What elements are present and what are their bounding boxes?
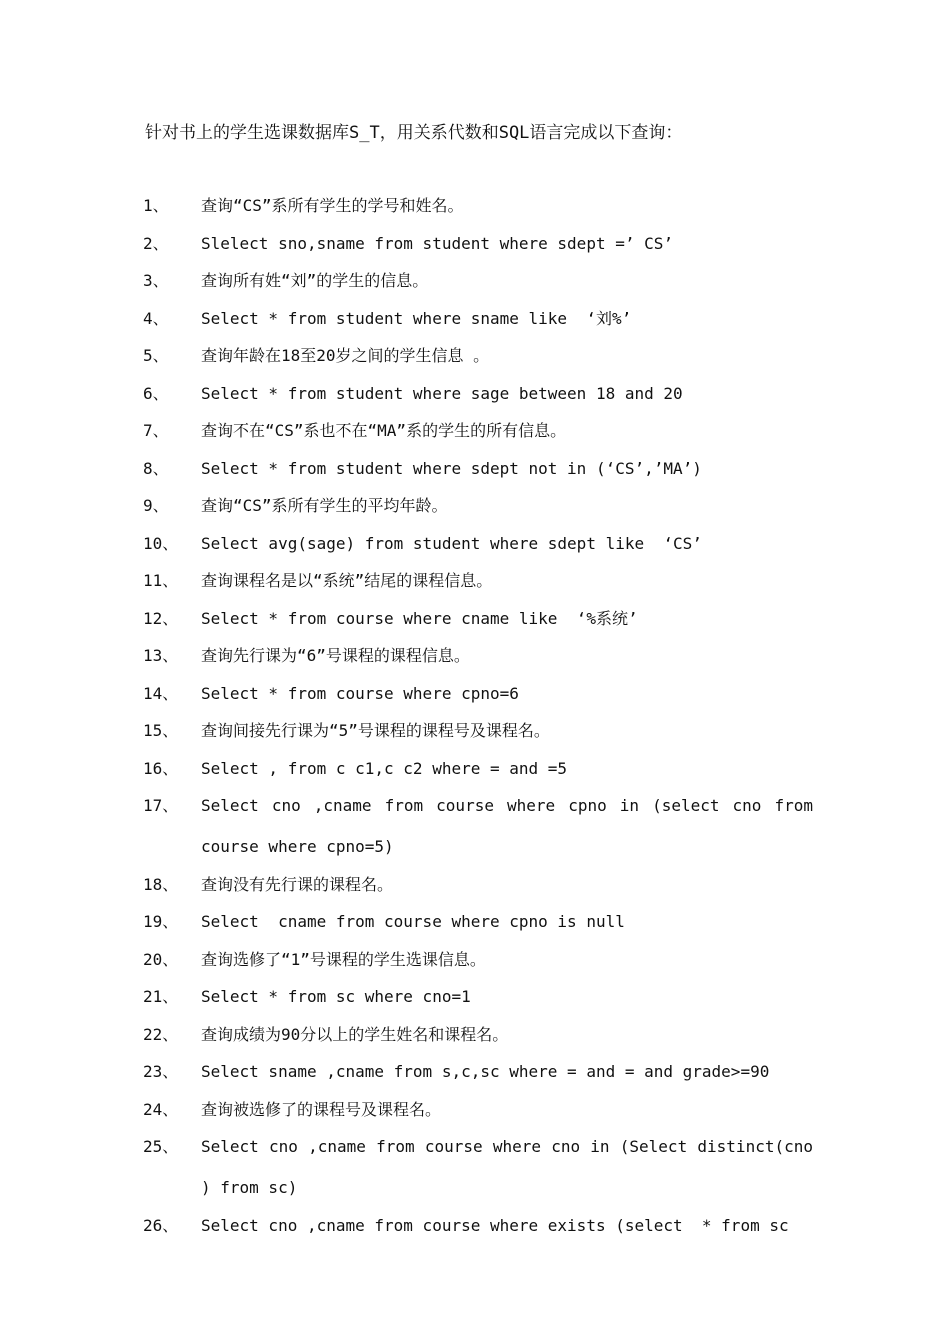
item-number: 2、 <box>143 233 169 253</box>
list-item <box>143 717 813 745</box>
item-text: 查询“CS”系所有学生的学号和姓名。 <box>201 196 464 215</box>
list-item <box>143 305 813 333</box>
item-text-line: course where cpno=5) <box>201 837 394 856</box>
item-text: 查询选修了“1”号课程的学生选课信息。 <box>201 949 486 969</box>
item-text: Select * from sc where cno=1 <box>201 987 471 1006</box>
query-list <box>143 192 813 1249</box>
item-text: 查询年龄在18至20岁之间的学生信息 。 <box>201 346 490 365</box>
item-text: 查询没有先行课的课程名。 <box>201 874 394 894</box>
item-number: 20、 <box>143 949 179 969</box>
item-text: Select * from student where sname like ‘刘%’ <box>201 308 632 328</box>
list-item <box>143 230 813 258</box>
item-text: Select * from course where cname like ‘%系统’ <box>201 608 638 628</box>
item-number: 23、 <box>143 1062 179 1081</box>
list-item <box>143 605 813 633</box>
item-number: 18、 <box>143 874 179 894</box>
item-text: 查询被选修了的课程号及课程名。 <box>201 1099 442 1119</box>
item-text-line: ) from sc) <box>201 1178 298 1197</box>
item-number: 19、 <box>143 912 179 931</box>
list-item <box>143 642 813 670</box>
item-number: 24、 <box>143 1099 179 1119</box>
item-number: 15、 <box>143 721 179 740</box>
item-text: 查询先行课为“6”号课程的课程信息。 <box>201 646 470 665</box>
item-text: 查询课程名是以“系统”结尾的课程信息。 <box>201 571 493 590</box>
item-number: 11、 <box>143 571 179 590</box>
item-number: 7、 <box>143 421 169 440</box>
document-title: 针对书上的学生选课数据库S_T，用关系代数和SQL语言完成以下查询： <box>145 123 683 143</box>
item-number: 6、 <box>143 383 169 403</box>
list-item <box>143 1212 813 1240</box>
item-text <box>201 1133 813 1202</box>
item-number: 22、 <box>143 1024 179 1044</box>
list-item <box>143 1021 813 1049</box>
item-text-line: Select cno ,cname from course where cno in (Select distinct(cno <box>201 1137 813 1156</box>
list-item <box>143 755 813 783</box>
item-text: Select avg(sage) from student where sdept like ‘CS’ <box>201 533 702 553</box>
item-number: 5、 <box>143 346 169 365</box>
list-item <box>143 492 813 520</box>
item-number: 13、 <box>143 646 179 665</box>
item-number: 3、 <box>143 271 169 290</box>
list-item <box>143 192 813 220</box>
item-number: 12、 <box>143 608 179 628</box>
item-text: Select * from course where cpno=6 <box>201 683 519 703</box>
list-item <box>143 680 813 708</box>
list-item <box>143 1133 813 1202</box>
list-item <box>143 530 813 558</box>
list-item <box>143 1058 813 1086</box>
item-number: 1、 <box>143 196 169 215</box>
list-item <box>143 455 813 483</box>
item-text <box>201 792 813 861</box>
list-item <box>143 417 813 445</box>
list-item <box>143 567 813 595</box>
list-item <box>143 871 813 899</box>
item-number: 9、 <box>143 496 169 515</box>
item-number: 25、 <box>143 1137 179 1156</box>
item-number: 26、 <box>143 1215 179 1235</box>
item-text: Select * from student where sage between 18 and 20 <box>201 383 683 403</box>
item-text: 查询成绩为90分以上的学生姓名和课程名。 <box>201 1024 509 1044</box>
list-item <box>143 792 813 861</box>
item-text: 查询间接先行课为“5”号课程的课程号及课程名。 <box>201 721 550 740</box>
list-item <box>143 983 813 1011</box>
list-item <box>143 342 813 370</box>
item-text: 查询所有姓“刘”的学生的信息。 <box>201 271 429 290</box>
list-item <box>143 946 813 974</box>
item-text: Select * from student where sdept not in (‘CS’,’MA’) <box>201 458 702 478</box>
item-number: 4、 <box>143 308 169 328</box>
list-item <box>143 908 813 936</box>
item-text: Select sname ,cname from s,c,sc where = and = and grade>=90 <box>201 1062 770 1081</box>
item-text: Slelect sno,sname from student where sdept =’ CS’ <box>201 233 674 253</box>
item-number: 14、 <box>143 683 179 703</box>
list-item <box>143 267 813 295</box>
item-text: Select cname from course where cpno is null <box>201 912 625 931</box>
item-text: 查询不在“CS”系也不在“MA”系的学生的所有信息。 <box>201 421 567 440</box>
item-text: Select cno ,cname from course where exists (select * from sc <box>201 1215 789 1235</box>
item-text: 查询“CS”系所有学生的平均年龄。 <box>201 496 448 515</box>
list-item <box>143 380 813 408</box>
list-item <box>143 1096 813 1124</box>
item-number: 10、 <box>143 533 179 553</box>
item-number: 17、 <box>143 796 179 815</box>
item-text-line: Select cno ,cname from course where cpno in (select cno from <box>201 796 813 815</box>
item-number: 21、 <box>143 987 179 1006</box>
item-number: 16、 <box>143 758 179 778</box>
item-text: Select , from c c1,c c2 where = and =5 <box>201 758 568 778</box>
item-number: 8、 <box>143 458 169 478</box>
